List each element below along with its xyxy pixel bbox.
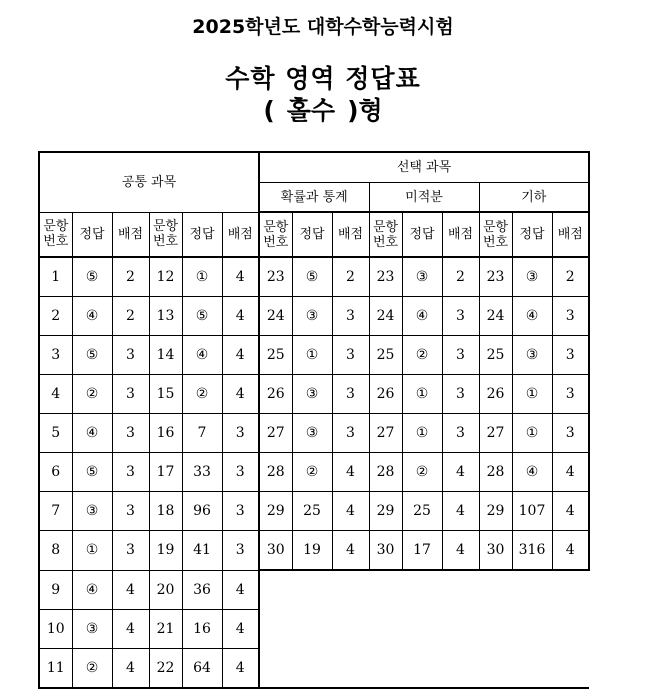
common-right-answer: 16 bbox=[182, 609, 222, 648]
number-header-line1: 문항 bbox=[43, 219, 69, 235]
probability-score: 2 bbox=[332, 257, 369, 297]
blank-cell bbox=[402, 609, 442, 648]
common-right-score: 3 bbox=[222, 531, 259, 571]
calculus-answer: ② bbox=[402, 453, 442, 492]
geometry-score: 3 bbox=[552, 414, 589, 453]
common-right-score: 4 bbox=[222, 570, 259, 609]
common-right-score: 4 bbox=[222, 609, 259, 648]
probability-score-header: 배점 bbox=[332, 212, 369, 257]
common-right-answer: 33 bbox=[182, 453, 222, 492]
common-left-number: 7 bbox=[39, 492, 72, 531]
common-right-score: 4 bbox=[222, 336, 259, 375]
common-right-score: 4 bbox=[222, 648, 259, 688]
blank-cell bbox=[479, 648, 512, 688]
calculus-answer: ① bbox=[402, 414, 442, 453]
calculus-number: 28 bbox=[369, 453, 402, 492]
common-left-answer: ⑤ bbox=[72, 257, 112, 297]
blank-cell bbox=[292, 570, 332, 609]
common-left-answer: ⑤ bbox=[72, 453, 112, 492]
common-left-score: 4 bbox=[112, 570, 149, 609]
calculus-score: 3 bbox=[442, 297, 479, 336]
blank-cell bbox=[479, 570, 512, 609]
common-right-score: 4 bbox=[222, 257, 259, 297]
probability-answer: ⑤ bbox=[292, 257, 332, 297]
table-row bbox=[39, 531, 589, 571]
blank-cell bbox=[552, 570, 589, 609]
common-left-answer: ③ bbox=[72, 609, 112, 648]
calculus-number: 24 bbox=[369, 297, 402, 336]
geometry-score: 4 bbox=[552, 531, 589, 571]
common-right-score: 4 bbox=[222, 297, 259, 336]
common-right-number: 21 bbox=[149, 609, 182, 648]
calculus-answer: ④ bbox=[402, 297, 442, 336]
common-left-answer: ② bbox=[72, 375, 112, 414]
common-left-score: 3 bbox=[112, 531, 149, 571]
common-right-score: 3 bbox=[222, 453, 259, 492]
common-left-number: 3 bbox=[39, 336, 72, 375]
calculus-score-header: 배점 bbox=[442, 212, 479, 257]
probability-number-header bbox=[259, 212, 292, 257]
probability-number: 28 bbox=[259, 453, 292, 492]
geometry-answer: ① bbox=[512, 414, 552, 453]
common-left-score: 3 bbox=[112, 414, 149, 453]
geometry-answer: ③ bbox=[512, 336, 552, 375]
common-left-answer: ② bbox=[72, 648, 112, 688]
probability-answer: 25 bbox=[292, 492, 332, 531]
calculus-score: 4 bbox=[442, 492, 479, 531]
probability-score: 3 bbox=[332, 336, 369, 375]
common-right-number: 22 bbox=[149, 648, 182, 688]
blank-cell bbox=[332, 570, 369, 609]
type-close-paren: )형 bbox=[347, 96, 383, 125]
probability-number: 23 bbox=[259, 257, 292, 297]
blank-cell bbox=[512, 648, 552, 688]
probability-number: 25 bbox=[259, 336, 292, 375]
probability-number: 24 bbox=[259, 297, 292, 336]
common-left-score: 2 bbox=[112, 297, 149, 336]
probability-score: 4 bbox=[332, 453, 369, 492]
common-right-score: 4 bbox=[222, 375, 259, 414]
geometry-answer: 107 bbox=[512, 492, 552, 531]
common-right-number: 14 bbox=[149, 336, 182, 375]
blank-cell bbox=[402, 570, 442, 609]
number-header-line2: 번호 bbox=[152, 234, 179, 250]
common-left-score: 2 bbox=[112, 257, 149, 297]
common-left-number: 4 bbox=[39, 375, 72, 414]
blank-cell bbox=[552, 648, 589, 688]
probability-answer: ③ bbox=[292, 297, 332, 336]
table-row bbox=[39, 648, 589, 688]
number-header-line2: 번호 bbox=[43, 234, 69, 250]
probability-answer: ③ bbox=[292, 414, 332, 453]
probability-answer: ③ bbox=[292, 375, 332, 414]
elective-calculus-header: 미적분 bbox=[369, 183, 479, 213]
blank-cell bbox=[479, 609, 512, 648]
common-right-answer: ① bbox=[182, 257, 222, 297]
table-row bbox=[39, 570, 589, 609]
common-right-score-header: 배점 bbox=[222, 212, 259, 257]
common-right-answer: ② bbox=[182, 375, 222, 414]
probability-answer-header: 정답 bbox=[292, 212, 332, 257]
calculus-number: 23 bbox=[369, 257, 402, 297]
blank-cell bbox=[259, 609, 292, 648]
probability-answer: ① bbox=[292, 336, 332, 375]
geometry-number: 27 bbox=[479, 414, 512, 453]
calculus-score: 3 bbox=[442, 336, 479, 375]
common-left-number: 10 bbox=[39, 609, 72, 648]
blank-cell bbox=[259, 648, 292, 688]
blank-cell bbox=[292, 609, 332, 648]
common-right-number: 12 bbox=[149, 257, 182, 297]
number-header-line2: 번호 bbox=[482, 234, 509, 250]
geometry-score: 2 bbox=[552, 257, 589, 297]
column-header-row bbox=[39, 212, 589, 257]
table-row bbox=[39, 375, 589, 414]
calculus-number: 30 bbox=[369, 531, 402, 571]
geometry-score: 3 bbox=[552, 375, 589, 414]
elective-subject-header: 선택 과목 bbox=[259, 152, 589, 183]
common-right-number-header bbox=[149, 212, 182, 257]
blank-cell bbox=[442, 609, 479, 648]
common-left-number: 1 bbox=[39, 257, 72, 297]
probability-number: 29 bbox=[259, 492, 292, 531]
common-right-answer-header: 정답 bbox=[182, 212, 222, 257]
probability-score: 3 bbox=[332, 375, 369, 414]
probability-score: 4 bbox=[332, 531, 369, 571]
common-right-number: 16 bbox=[149, 414, 182, 453]
common-right-answer: 36 bbox=[182, 570, 222, 609]
table-row bbox=[39, 453, 589, 492]
common-left-answer: ④ bbox=[72, 414, 112, 453]
geometry-answer-header: 정답 bbox=[512, 212, 552, 257]
common-left-answer: ④ bbox=[72, 570, 112, 609]
blank-cell bbox=[292, 648, 332, 688]
geometry-score: 3 bbox=[552, 336, 589, 375]
blank-cell bbox=[512, 570, 552, 609]
geometry-score: 3 bbox=[552, 297, 589, 336]
geometry-number: 26 bbox=[479, 375, 512, 414]
geometry-score-header: 배점 bbox=[552, 212, 589, 257]
probability-number: 27 bbox=[259, 414, 292, 453]
calculus-score: 2 bbox=[442, 257, 479, 297]
calculus-answer: 17 bbox=[402, 531, 442, 571]
calculus-score: 4 bbox=[442, 531, 479, 571]
calculus-answer: ① bbox=[402, 375, 442, 414]
blank-cell bbox=[332, 609, 369, 648]
number-header-line1: 문항 bbox=[372, 219, 399, 235]
common-right-number: 15 bbox=[149, 375, 182, 414]
common-left-number: 8 bbox=[39, 531, 72, 571]
common-right-number: 19 bbox=[149, 531, 182, 571]
common-left-score-header: 배점 bbox=[112, 212, 149, 257]
common-left-answer: ① bbox=[72, 531, 112, 571]
blank-cell bbox=[552, 609, 589, 648]
common-left-number: 5 bbox=[39, 414, 72, 453]
blank-cell bbox=[442, 648, 479, 688]
common-right-number: 18 bbox=[149, 492, 182, 531]
geometry-number-header bbox=[479, 212, 512, 257]
blank-cell bbox=[332, 648, 369, 688]
common-left-number: 2 bbox=[39, 297, 72, 336]
calculus-score: 4 bbox=[442, 453, 479, 492]
common-right-answer: 96 bbox=[182, 492, 222, 531]
number-header-line2: 번호 bbox=[372, 234, 399, 250]
common-left-answer: ⑤ bbox=[72, 336, 112, 375]
common-left-score: 3 bbox=[112, 492, 149, 531]
geometry-score: 4 bbox=[552, 453, 589, 492]
table-row bbox=[39, 492, 589, 531]
table-row bbox=[39, 609, 589, 648]
common-left-score: 4 bbox=[112, 648, 149, 688]
calculus-answer: ② bbox=[402, 336, 442, 375]
common-left-number: 11 bbox=[39, 648, 72, 688]
common-left-score: 3 bbox=[112, 453, 149, 492]
calculus-answer: ③ bbox=[402, 257, 442, 297]
geometry-answer: ① bbox=[512, 375, 552, 414]
common-subject-header: 공통 과목 bbox=[39, 152, 259, 212]
calculus-number: 27 bbox=[369, 414, 402, 453]
geometry-score: 4 bbox=[552, 492, 589, 531]
common-right-answer: ⑤ bbox=[182, 297, 222, 336]
common-left-score: 3 bbox=[112, 375, 149, 414]
probability-score: 4 bbox=[332, 492, 369, 531]
probability-number: 26 bbox=[259, 375, 292, 414]
number-header-line1: 문항 bbox=[263, 219, 289, 235]
common-right-number: 17 bbox=[149, 453, 182, 492]
probability-number: 30 bbox=[259, 531, 292, 571]
common-right-answer: 7 bbox=[182, 414, 222, 453]
type-name: 홀수 bbox=[286, 96, 336, 125]
common-right-answer: ④ bbox=[182, 336, 222, 375]
common-left-number: 6 bbox=[39, 453, 72, 492]
geometry-answer: ③ bbox=[512, 257, 552, 297]
geometry-number: 24 bbox=[479, 297, 512, 336]
number-header-line1: 문항 bbox=[482, 219, 509, 235]
table-row bbox=[39, 414, 589, 453]
common-left-answer-header: 정답 bbox=[72, 212, 112, 257]
blank-cell bbox=[402, 648, 442, 688]
common-left-number-header bbox=[39, 212, 72, 257]
calculus-number-header bbox=[369, 212, 402, 257]
blank-cell bbox=[369, 609, 402, 648]
exam-title: 2025학년도 대학수학능력시험 bbox=[192, 16, 454, 38]
geometry-number: 28 bbox=[479, 453, 512, 492]
common-right-score: 3 bbox=[222, 492, 259, 531]
calculus-number: 26 bbox=[369, 375, 402, 414]
geometry-number: 29 bbox=[479, 492, 512, 531]
common-right-number: 13 bbox=[149, 297, 182, 336]
blank-cell bbox=[369, 648, 402, 688]
number-header-line1: 문항 bbox=[152, 219, 179, 235]
probability-score: 3 bbox=[332, 414, 369, 453]
table-row bbox=[39, 336, 589, 375]
calculus-score: 3 bbox=[442, 375, 479, 414]
answer-table bbox=[38, 151, 590, 689]
common-right-answer: 64 bbox=[182, 648, 222, 688]
probability-answer: ② bbox=[292, 453, 332, 492]
calculus-answer-header: 정답 bbox=[402, 212, 442, 257]
calculus-number: 25 bbox=[369, 336, 402, 375]
elective-geometry-header: 기하 bbox=[479, 183, 589, 213]
blank-cell bbox=[369, 570, 402, 609]
table-row bbox=[39, 297, 589, 336]
geometry-number: 30 bbox=[479, 531, 512, 571]
geometry-answer: ④ bbox=[512, 297, 552, 336]
blank-cell bbox=[512, 609, 552, 648]
geometry-answer: ④ bbox=[512, 453, 552, 492]
common-left-score: 4 bbox=[112, 609, 149, 648]
common-left-score: 3 bbox=[112, 336, 149, 375]
exam-type-title bbox=[0, 91, 646, 127]
probability-answer: 19 bbox=[292, 531, 332, 571]
geometry-answer: 316 bbox=[512, 531, 552, 571]
calculus-number: 29 bbox=[369, 492, 402, 531]
geometry-number: 25 bbox=[479, 336, 512, 375]
type-open-paren: ( bbox=[263, 96, 275, 125]
common-left-number: 9 bbox=[39, 570, 72, 609]
common-left-answer: ③ bbox=[72, 492, 112, 531]
elective-probability-header: 확률과 통계 bbox=[259, 183, 369, 213]
blank-cell bbox=[442, 570, 479, 609]
calculus-answer: 25 bbox=[402, 492, 442, 531]
probability-score: 3 bbox=[332, 297, 369, 336]
common-right-answer: 41 bbox=[182, 531, 222, 571]
table-row bbox=[39, 257, 589, 297]
geometry-number: 23 bbox=[479, 257, 512, 297]
answer-key-title: 수학 영역 정답표 bbox=[225, 64, 421, 93]
number-header-line2: 번호 bbox=[263, 234, 289, 250]
calculus-score: 3 bbox=[442, 414, 479, 453]
blank-cell bbox=[259, 570, 292, 609]
common-right-number: 20 bbox=[149, 570, 182, 609]
common-left-answer: ④ bbox=[72, 297, 112, 336]
common-right-score: 3 bbox=[222, 414, 259, 453]
